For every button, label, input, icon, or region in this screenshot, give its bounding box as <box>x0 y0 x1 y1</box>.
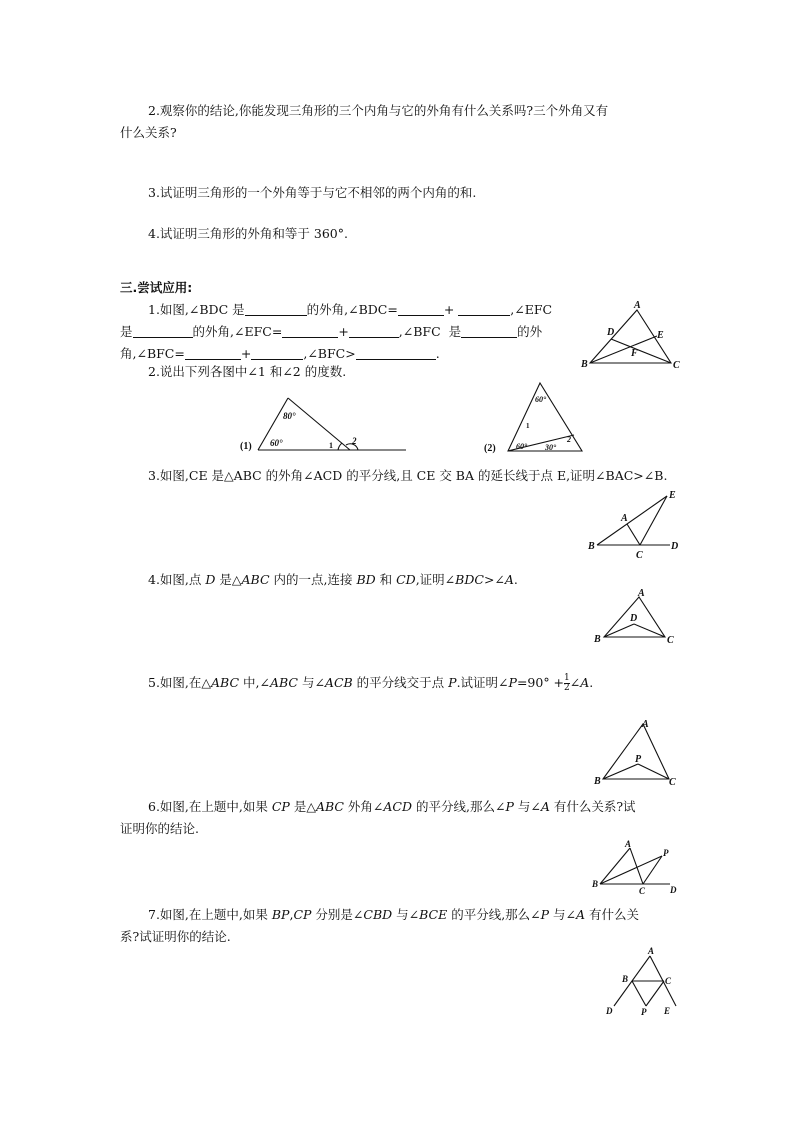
tag-1: (1) <box>240 441 252 452</box>
p5-text: 5.如图,在△ABC 中,∠ABC 与∠ACB 的平分线交于点 P.试证明∠P=90° + $\frac{1}{2}$ ∠A. <box>148 673 594 693</box>
angle-2: 2 <box>567 435 571 444</box>
label-F: F <box>631 348 638 359</box>
label-C: C <box>667 635 674 646</box>
p7-figure <box>600 944 690 1019</box>
label-A: A <box>625 839 632 849</box>
q3-text: 3.试证明三角形的一个外角等于与它不相邻的两个内角的和. <box>148 185 477 200</box>
label-B: B <box>581 359 588 370</box>
label-D: D <box>630 613 638 624</box>
label-P: P <box>663 848 669 858</box>
label-C: C <box>665 976 672 986</box>
p7-line2: 系?试证明你的结论. <box>120 929 231 944</box>
label-A: A <box>638 588 645 599</box>
label-A: A <box>634 300 641 311</box>
label-D: D <box>607 327 615 338</box>
label-B: B <box>592 879 599 889</box>
angle-1: 1 <box>329 441 333 450</box>
p3-figure <box>585 488 690 560</box>
angle-80: 80° <box>283 411 296 421</box>
label-C: C <box>639 886 646 896</box>
p7-line1: 7.如图,在上题中,如果 BP,CP 分别是∠CBD 与∠BCE 的平分线,那么∠P 与∠A 有什么关 <box>148 907 640 922</box>
tag-2: (2) <box>484 443 496 454</box>
p1-line3: 角,∠BFC= + ,∠BFC> . <box>120 346 440 361</box>
label-P: P <box>635 754 642 765</box>
label-B: B <box>594 776 601 787</box>
angle-60-left: 60° <box>516 442 528 451</box>
angle-1: 1 <box>526 422 530 430</box>
p2-figure-1 <box>238 392 408 457</box>
p6-line2: 证明你的结论. <box>120 821 199 836</box>
p5-figure <box>590 718 685 788</box>
label-C: C <box>636 550 643 561</box>
angle-60-top: 60° <box>535 395 547 404</box>
label-A: A <box>642 719 649 730</box>
p6-figure <box>590 836 685 896</box>
label-C: C <box>673 360 680 371</box>
p6-line1: 6.如图,在上题中,如果 CP 是△ABC 外角∠ACD 的平分线,那么∠P 与∠A 有什么关系?试 <box>148 799 636 814</box>
label-B: B <box>622 974 629 984</box>
label-D: D <box>670 885 677 895</box>
label-E: E <box>657 330 664 341</box>
label-P: P <box>641 1007 647 1017</box>
label-B: B <box>594 634 601 645</box>
p2-figure-2 <box>484 380 589 455</box>
label-A: A <box>648 946 655 956</box>
p3-text: 3.如图,CE 是△ABC 的外角∠ACD 的平分线,且 CE 交 BA 的延长线于点 E,证明∠BAC>∠B. <box>148 468 668 483</box>
p4-figure <box>590 588 680 648</box>
p2-text: 2.说出下列各图中∠1 和∠2 的度数. <box>148 364 347 379</box>
angle-2: 2 <box>352 436 357 446</box>
label-D: D <box>606 1006 613 1016</box>
fraction-half: $\frac{1}{2}$ <box>564 673 570 693</box>
label-D: D <box>671 541 679 552</box>
p4-text: 4.如图,点 D 是△ABC 内的一点,连接 BD 和 CD,证明∠BDC>∠A. <box>148 572 518 587</box>
label-E: E <box>669 490 676 501</box>
label-E: E <box>664 1006 671 1016</box>
label-C: C <box>669 777 676 788</box>
q4-text: 4.试证明三角形的外角和等于 360°. <box>148 226 348 241</box>
q2-line2: 什么关系? <box>120 125 177 140</box>
label-B: B <box>588 541 595 552</box>
p1-line2: 是 的外角,∠EFC= + ,∠BFC 是 的外 <box>120 324 543 339</box>
angle-30: 30° <box>545 443 557 452</box>
angle-60: 60° <box>270 438 283 448</box>
p1-figure <box>580 300 690 375</box>
p1-line1: 1.如图,∠BDC 是 的外角,∠BDC= + ,∠EFC <box>148 302 553 317</box>
section-title: 三.尝试应用: <box>120 280 193 295</box>
q2-line1: 2.观察你的结论,你能发现三角形的三个内角与它的外角有什么关系吗?三个外角又有 <box>148 103 609 118</box>
label-A: A <box>621 513 628 524</box>
